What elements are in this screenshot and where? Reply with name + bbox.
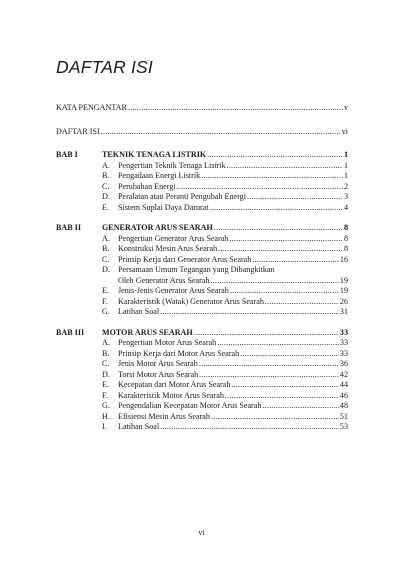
subsection-page-number: 46 (339, 390, 348, 400)
subsection-letter: A. (102, 160, 110, 170)
subsection-letter: F. (102, 296, 108, 306)
chapter-page-number: 33 (339, 327, 348, 337)
chapter-title: MOTOR ARUS SEARAH (102, 327, 193, 337)
chapter-title: GENERATOR ARUS SEARAH (102, 223, 213, 232)
leader-dots (160, 422, 339, 433)
leader-dots (262, 401, 339, 412)
leader-dots (210, 276, 338, 287)
subsection-page-number: 33 (339, 338, 348, 347)
leader-dots (177, 182, 343, 193)
subsection-letter: E. (102, 286, 109, 295)
toc-subsection-row (56, 307, 348, 318)
toc-subsection-row (56, 422, 348, 433)
subsection-page-number: 26 (339, 296, 348, 306)
subsection-letter: H. (102, 411, 110, 421)
subsection-page-number: 8 (343, 244, 348, 253)
subsection-letter: B. (102, 244, 110, 253)
subsection-title: Karakteristik Motor Arus Searah (118, 390, 224, 400)
subsection-letter: G. (102, 307, 110, 316)
toc-subsection-row (56, 359, 348, 370)
toc-subsection-row (56, 255, 348, 266)
leader-dots (217, 338, 339, 349)
chapter-number: BAB III (56, 327, 85, 337)
toc-subsection-row (56, 161, 348, 172)
subsection-page-number: 53 (339, 422, 348, 431)
toc-subsection-row (56, 171, 348, 182)
subsection-letter: A. (102, 233, 110, 243)
toc-subsection-row (56, 391, 348, 402)
subsection-title: Sistem Suplai Daya Darurat (118, 202, 209, 212)
chapter-number: BAB I (56, 150, 78, 159)
subsection-page-number: 19 (339, 286, 348, 295)
subsection-page-number: 31 (339, 307, 348, 316)
toc-subsection-row (56, 286, 348, 297)
toc-label: DAFTAR ISI (56, 126, 100, 136)
subsection-page-number: 36 (339, 359, 348, 368)
subsection-title: Persamaan Umum Tegangan yang Dibangkitkan (118, 265, 275, 274)
subsection-letter: G. (102, 401, 110, 410)
subsection-page-number: 16 (339, 254, 348, 264)
leader-dots (160, 307, 339, 318)
subsection-letter: B. (102, 171, 110, 180)
toc-row-daftar-isi (56, 127, 348, 138)
leader-dots (101, 127, 341, 138)
subsection-page-number: 4 (343, 202, 348, 212)
subsection-title: Kecepatan dari Motor Arus Searah (118, 380, 231, 389)
leader-dots (211, 412, 339, 423)
subsection-page-number: 2 (343, 181, 348, 191)
leader-dots (199, 370, 339, 381)
toc-row-kata-pengantar (56, 103, 348, 114)
subsection-letter: D. (102, 369, 110, 379)
subsection-page-number: 48 (339, 401, 348, 410)
subsection-letter: E. (102, 202, 109, 212)
leader-dots (229, 234, 343, 245)
subsection-letter: D. (102, 265, 110, 274)
leader-dots (201, 171, 343, 182)
subsection-title: Pengertian Generator Arus Searah (118, 233, 229, 243)
leader-dots (128, 103, 343, 114)
leader-dots (227, 161, 343, 172)
leader-dots (194, 328, 339, 339)
leader-dots (231, 380, 339, 391)
chapters-list (56, 150, 348, 433)
subsection-letter: C. (102, 181, 110, 191)
toc-label: KATA PENGANTAR (56, 103, 127, 112)
chapter-page-number: 8 (343, 223, 348, 232)
subsection-title: Pengendalian Kecepatan Motor Arus Searah (118, 401, 262, 410)
leader-dots (210, 203, 343, 214)
leader-dots (247, 192, 343, 203)
leader-dots (265, 297, 339, 308)
subsection-title: Efisiensi Mesin Arus Searah (118, 411, 210, 421)
subsection-title: Perubahan Energi (118, 181, 176, 191)
subsection-page-number: 19 (339, 275, 348, 285)
leader-dots (225, 391, 339, 402)
subsection-page-number: 8 (343, 233, 348, 243)
subsection-page-number: 1 (343, 160, 348, 170)
toc-subsection-row (56, 203, 348, 214)
toc-subsection-row (56, 192, 348, 203)
toc-subsection-row (56, 234, 348, 245)
subsection-letter: A. (102, 338, 110, 347)
chapter-block (56, 328, 348, 433)
chapter-heading-row (56, 328, 348, 339)
chapter-heading-row (56, 150, 348, 161)
toc-subsection-row (56, 380, 348, 391)
leader-dots (199, 359, 339, 370)
subsection-title: Pengertian Motor Arus Searah (118, 338, 217, 347)
chapter-number: BAB II (56, 223, 81, 232)
toc-subsection-row (56, 412, 348, 423)
subsection-title: Latihan Soal (118, 307, 160, 316)
subsection-page-number: 33 (339, 348, 348, 358)
subsection-title: Jenis Motor Arus Searah (118, 359, 198, 368)
table-of-contents (56, 103, 348, 433)
subsection-letter: D. (102, 192, 110, 201)
subsection-title: Prinsip Kerja dari Motor Arus Searah (118, 348, 240, 358)
leader-dots (230, 286, 339, 297)
subsection-title: Prinsip Kerja dari Generator Arus Searah (118, 254, 252, 264)
subsection-page-number: 51 (339, 411, 348, 421)
subsection-page-number: 1 (343, 171, 348, 180)
subsection-title: Pengertian Teknik Tenaga Listrik (118, 160, 226, 170)
page-title: DAFTAR ISI (56, 57, 153, 77)
chapter-block (56, 223, 348, 318)
subsection-letter: F. (102, 390, 108, 400)
subsection-title: Pengadaan Energi Listrik (118, 171, 201, 180)
toc-subsection-row (56, 182, 348, 193)
subsection-letter: I. (102, 422, 107, 431)
subsection-title: Torsi Motor Arus Searah (118, 369, 199, 379)
page-number-footer: vi (198, 528, 205, 537)
toc-subsection-row (56, 401, 348, 412)
subsection-letter: B. (102, 348, 110, 358)
subsection-title: Karakteristik (Watak) Generator Arus Searah (118, 296, 264, 306)
toc-page-number: vi (341, 126, 348, 136)
subsection-page-number: 3 (343, 192, 348, 201)
subsection-letter: E. (102, 380, 109, 389)
toc-page-number: v (343, 103, 348, 112)
toc-subsection-row (56, 338, 348, 349)
subsection-title: Latihan Soal (118, 422, 160, 431)
leader-dots (240, 349, 339, 360)
leader-dots (214, 223, 343, 234)
subsection-page-number: 44 (339, 380, 348, 389)
toc-subsection-continuation-row (56, 276, 348, 287)
chapter-heading-row (56, 223, 348, 234)
toc-subsection-row (56, 265, 348, 276)
chapter-title: TEKNIK TENAGA LISTRIK (102, 150, 207, 159)
subsection-letter: C. (102, 254, 110, 264)
toc-subsection-row (56, 244, 348, 255)
leader-dots (207, 150, 343, 161)
subsection-title: Konstruksi Mesin Arus Searah (118, 244, 218, 253)
subsection-title: Peralatan atau Peranti Pengubah Energi (118, 192, 246, 201)
toc-subsection-row (56, 349, 348, 360)
toc-subsection-row (56, 297, 348, 308)
subsection-title-continuation: Oleh Generator Arus Searah (118, 275, 210, 285)
subsection-page-number: 42 (339, 369, 348, 379)
chapter-block (56, 150, 348, 213)
subsection-title: Jenis-Jenis Generator Arus Searah (118, 286, 229, 295)
leader-dots (218, 244, 343, 255)
chapter-page-number: 1 (343, 150, 348, 159)
subsection-letter: C. (102, 359, 110, 368)
toc-subsection-row (56, 370, 348, 381)
leader-dots (252, 255, 339, 266)
